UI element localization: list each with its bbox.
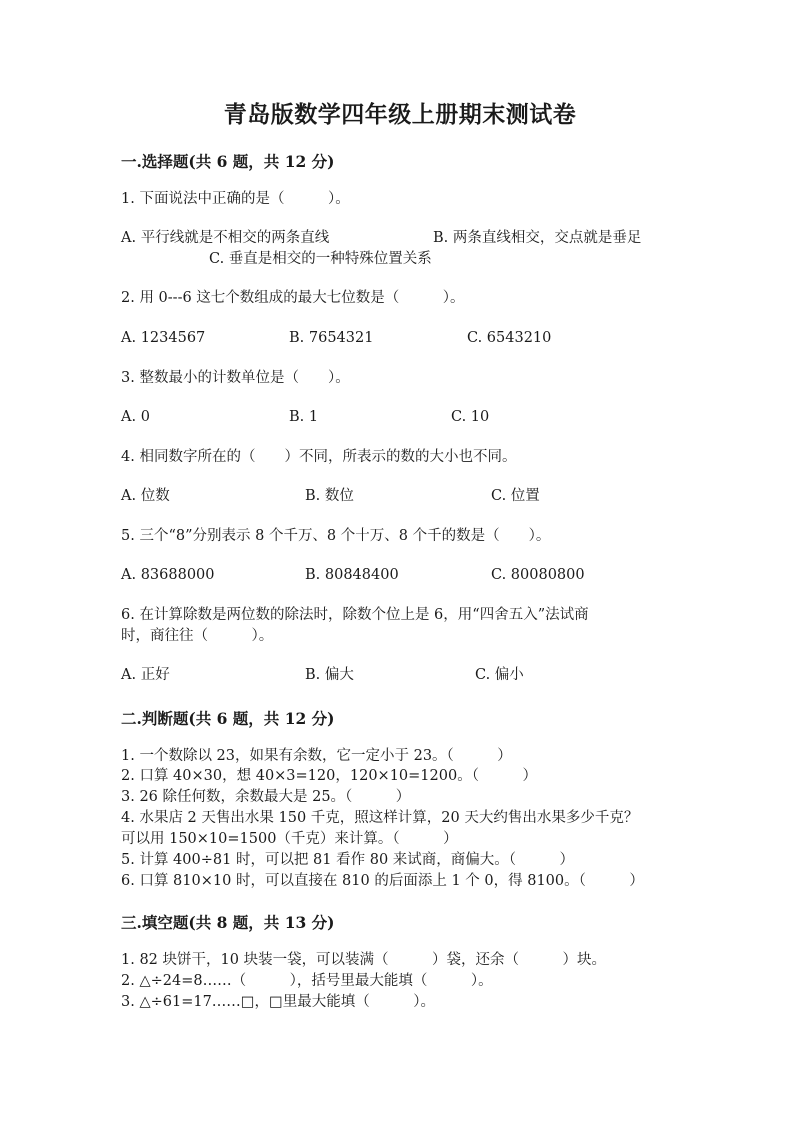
question-stem: 1. 下面说法中正确的是（ ）。 (121, 191, 350, 207)
option-b: B. 两条直线相交，交点就是垂足 (433, 230, 642, 246)
question-stem: 2. 用 0---6 这七个数组成的最大七位数是（ ）。 (121, 290, 465, 306)
judgment-item: 2. 口算 40×30，想 40×3=120，120×10=1200。（ ） (121, 768, 537, 784)
option-c: C. 偏小 (475, 667, 524, 683)
option-c: C. 位置 (491, 488, 540, 504)
fill-blank-item: 2. △÷24=8……（ ），括号里最大能填（ ）。 (121, 973, 493, 989)
option-b: B. 1 (289, 409, 319, 425)
judgment-item: 1. 一个数除以 23，如果有余数，它一定小于 23。（ ） (121, 748, 512, 764)
section-heading-fill-blank: 三.填空题(共 8 题，共 13 分) (121, 913, 335, 932)
question-stem-continued: 时，商往往（ ）。 (121, 628, 274, 644)
judgment-item-continued: 可以用 150×10=1500（千克）来计算。（ ） (121, 831, 458, 847)
judgment-item: 4. 水果店 2 天售出水果 150 千克，照这样计算，20 天大约售出水果多少千克？ (121, 810, 639, 826)
option-a: A. 83688000 (121, 567, 215, 583)
option-b: B. 7654321 (289, 330, 374, 346)
option-b: B. 偏大 (305, 667, 354, 683)
option-a: A. 0 (121, 409, 150, 425)
section-heading-judgment: 二.判断题(共 6 题，共 12 分) (121, 709, 335, 728)
question-stem: 5. 三个“8”分别表示 8 个千万、8 个十万、8 个千的数是（ ）。 (121, 528, 551, 544)
option-a: A. 1234567 (121, 330, 206, 346)
option-c: C. 80080800 (491, 567, 585, 583)
option-a: A. 平行线就是不相交的两条直线 (121, 230, 330, 246)
question-stem: 4. 相同数字所在的（ ）不同，所表示的数的大小也不同。 (121, 449, 517, 465)
fill-blank-item: 1. 82 块饼干，10 块装一袋，可以装满（ ）袋，还余（ ）块。 (121, 952, 607, 968)
option-a: A. 正好 (121, 667, 170, 683)
option-c: C. 10 (451, 409, 490, 425)
judgment-item: 6. 口算 810×10 时，可以直接在 810 的后面添上 1 个 0，得 8100。（ ） (121, 873, 644, 889)
judgment-item: 5. 计算 400÷81 时，可以把 81 看作 80 来试商，商偏大。（ ） (121, 852, 575, 868)
section-heading-choice: 一.选择题(共 6 题，共 12 分) (121, 152, 335, 171)
option-c: C. 6543210 (467, 330, 552, 346)
option-b: B. 数位 (305, 488, 354, 504)
option-b: B. 80848400 (305, 567, 399, 583)
option-a: A. 位数 (121, 488, 170, 504)
option-c: C. 垂直是相交的一种特殊位置关系 (209, 251, 432, 267)
question-stem: 6. 在计算除数是两位数的除法时，除数个位上是 6，用“四舍五入”法试商 (121, 607, 589, 623)
question-stem: 3. 整数最小的计数单位是（ ）。 (121, 370, 350, 386)
page-title: 青岛版数学四年级上册期末测试卷 (223, 101, 577, 128)
judgment-item: 3. 26 除任何数，余数最大是 25。（ ） (121, 789, 411, 805)
fill-blank-item: 3. △÷61=17……□，□里最大能填（ ）。 (121, 994, 435, 1010)
